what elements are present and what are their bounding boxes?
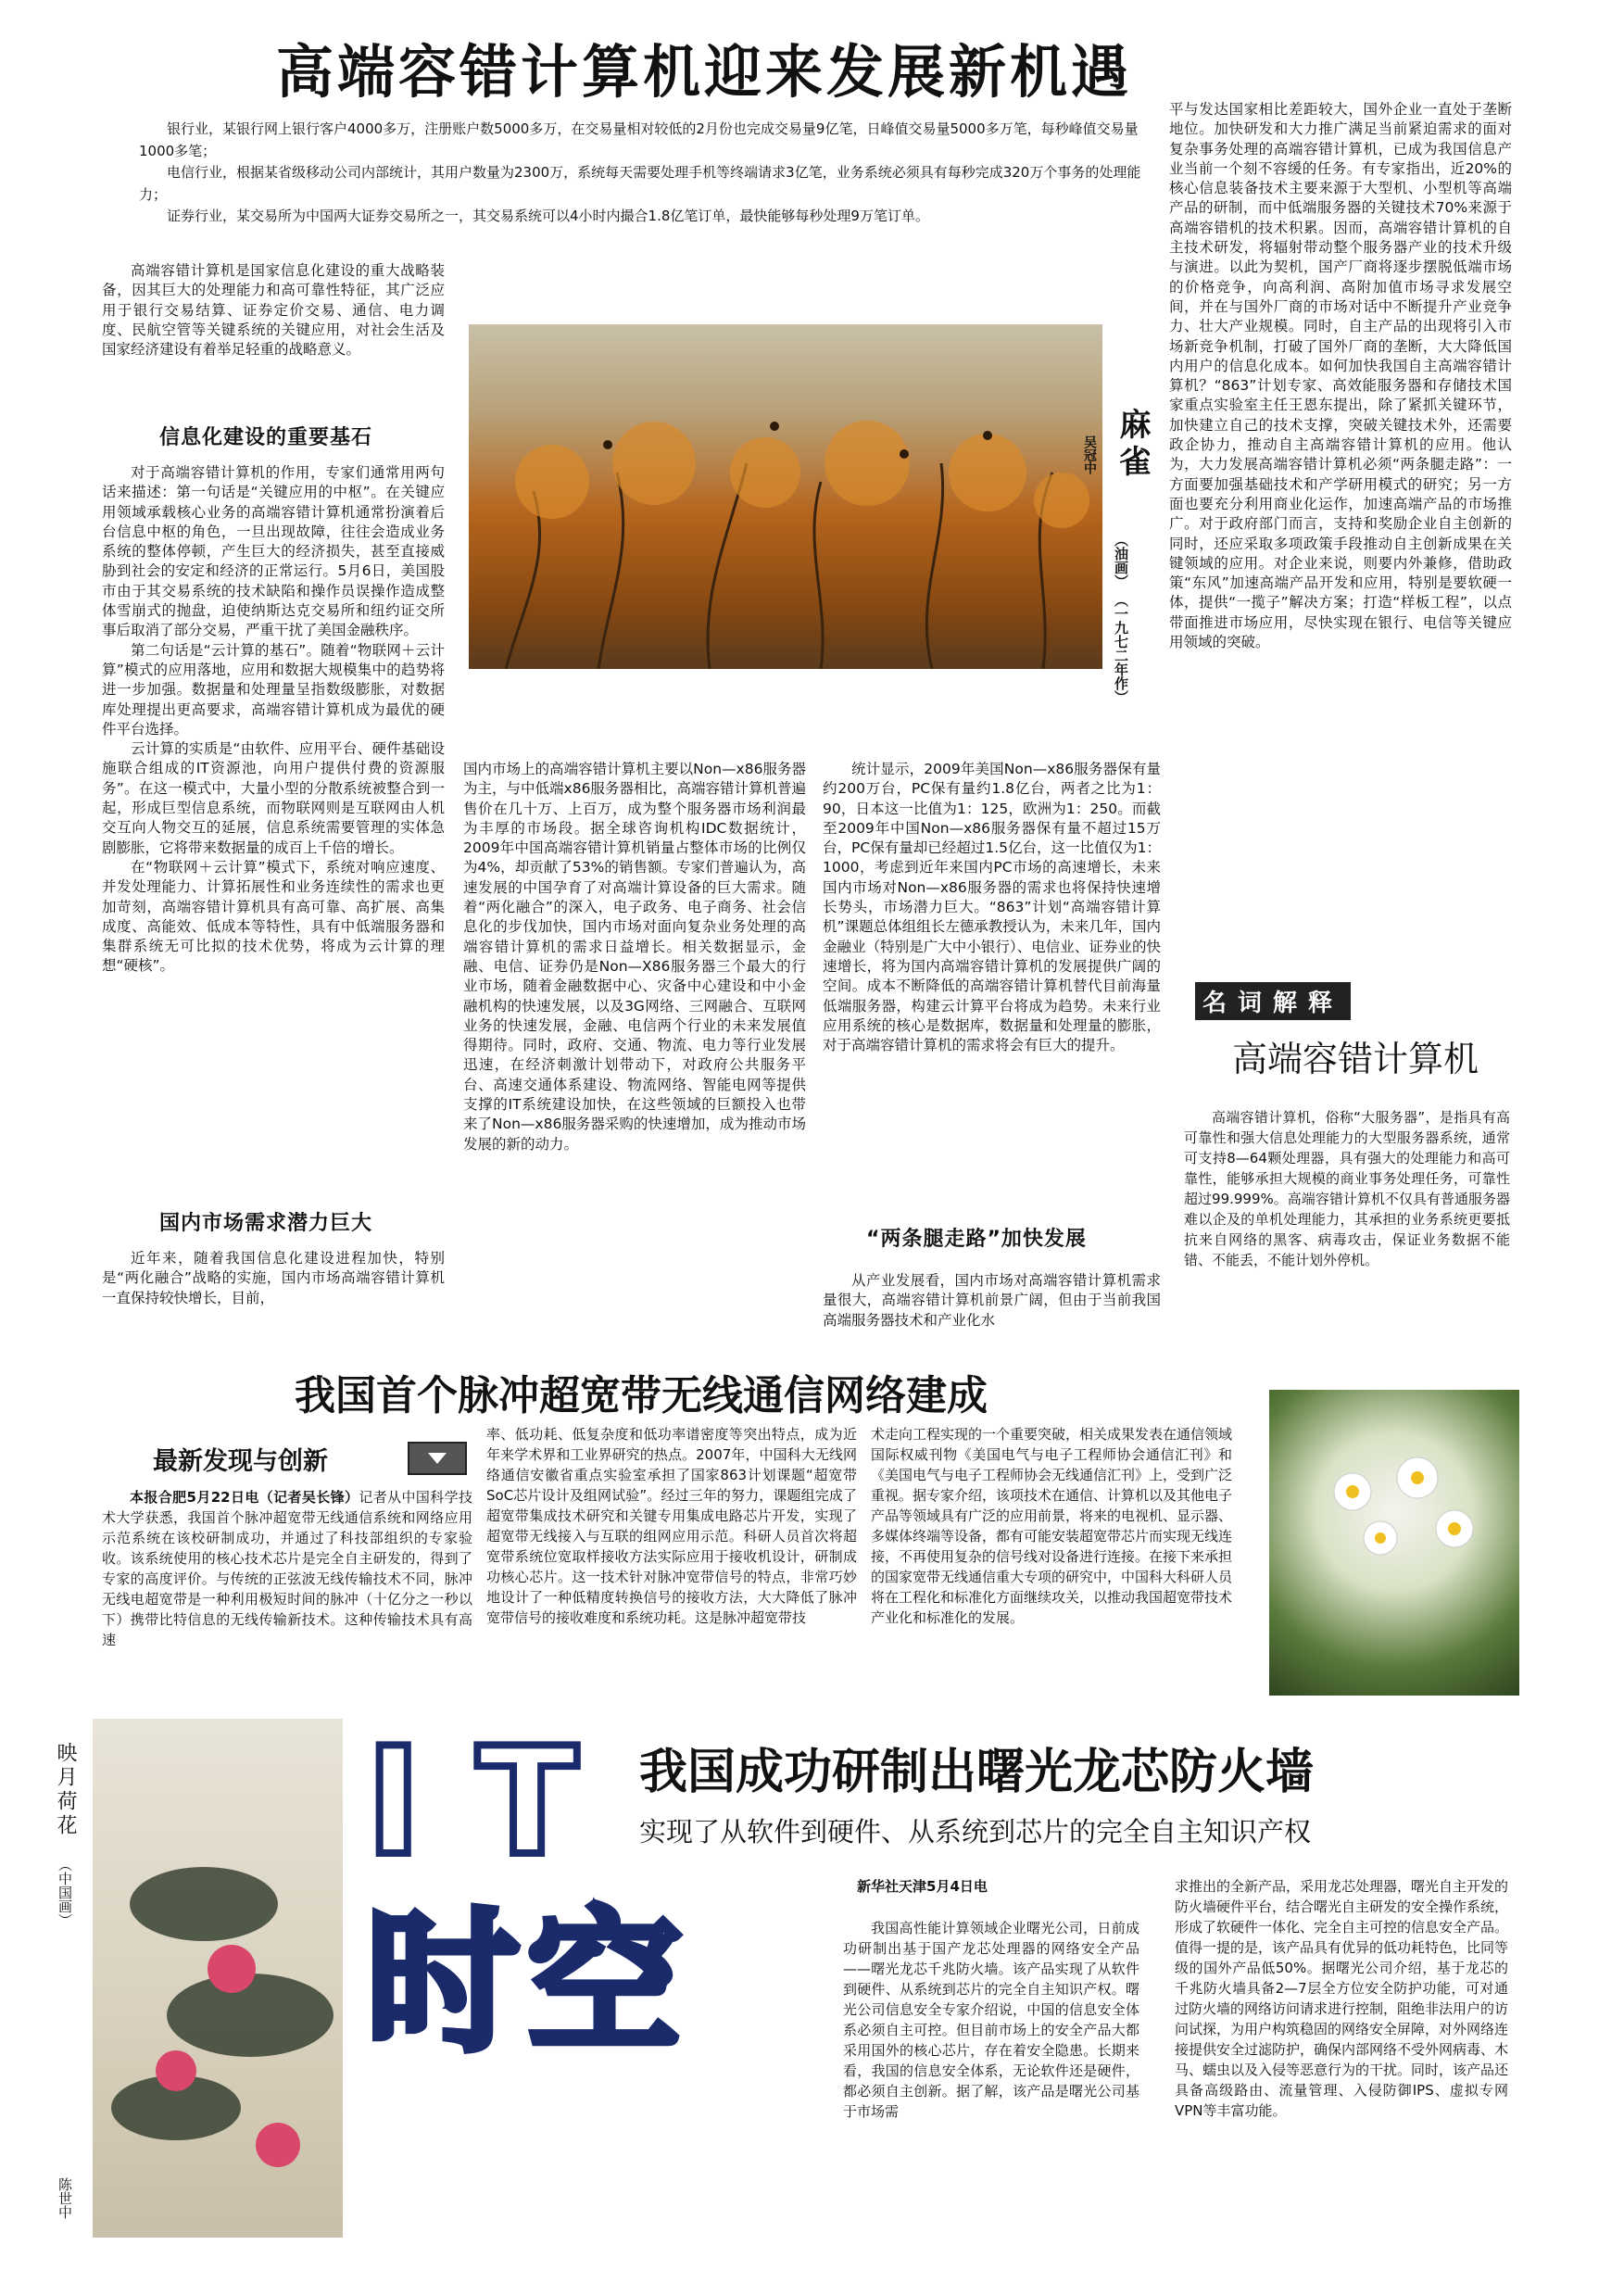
article1-col3-end [823,1271,1161,1334]
article3-col2 [1175,1876,1508,2238]
paragraph: 在“物联网＋云计算”模式下，系统对响应速度、并发处理能力、计算拓展性和业务连续性的需求也更加苛刻，高端容错计算机具有高可靠、高扩展、高集成度、高能效、低成本等特性，具有中低端服务器和集群系统无可比拟的技术优势，将成为云计算的理想“硬核”。 [102,858,445,975]
article3-title: 我国成功研制出曙光龙芯防火墙 [639,1744,1315,1800]
subhead-domestic-market: 国内市场需求潜力巨大 [159,1212,373,1235]
paragraph: 统计显示，2009年美国Non—x86服务器保有量约200万台，PC保有量约1.8亿台，两者之比为1：90，日本这一比值为1：125，欧洲为1：250。而截至2009年中国Non—x86服务器保有量不超过15万台，PC保有量却已经超过1.5亿台，这一比值仅为1：1000，考虑到近年来国内PC市场的高速增长，未来国内市场对Non—x86服务器的需求也将保持快速增长势头，市场潜力巨大。“863”计划“高端容错计算机”课题总体组组长左德承教授认为，未来几年，国内金融业（特别是广大中小银行）、电信业、证券业的快速增长，将为国内高端容错计算机的发展提供广阔的空间。成本不断降低的高端容错计算机替代目前海量低端服务器，构建云计算平台将成为趋势。未来行业应用系统的核心是数据库，数据量和处理量的膨胀，对于高端容错计算机的需求将会有巨大的提升。 [823,761,1161,1054]
paragraph: 高端容错计算机，俗称“大服务器”，是指具有高可靠性和强大信息处理能力的大型服务器系统，通常可支持8—64颗处理器，具有强大的处理能力和高可靠性，能够承担大规模的商业事务处理任务，可靠性超过99.999%。高端容错计算机不仅具有普通服务器难以企及的单机处理能力，其承担的业务系统更要抵抗来自网络的黑客、病毒攻击，保证业务数据不能错、不能丢，不能计划外停机。 [1184,1109,1510,1268]
intro-banking: 银行业，某银行网上银行客户4000多万，注册账户数5000多万，在交易量相对较低的2月份也完成交易量9亿笔，日峰值交易量5000多万笔，每秒峰值交易量1000多笔； [139,120,1139,159]
article3-subtitle: 实现了从软件到硬件、从系统到芯片的完全自主知识产权 [639,1816,1312,1848]
article2-dateline: 本报合肥5月22日电（记者吴长锋） [130,1489,359,1506]
article1-col3 [823,760,1161,1177]
lotus-painting-medium: （中国画） [57,1858,73,1927]
narcissus-photo [1269,1390,1519,1696]
paragraph: 求推出的全新产品，采用龙芯处理器，曙光自主开发的防火墙硬件平台，结合曙光自主研发的安全操作系统，形成了软硬件一体化、完全自主可控的信息安全产品。值得一提的是，该产品具有优异的低功耗特色，比同等级的国外产品低50%。据曙光公司介绍，基于龙芯的千兆防火墙具备2—7层全方位安全防护功能，可对通过防火墙的网络访问请求进行控制，阻绝非法用户的访问试探，为用户构筑稳固的网络安全屏障，对外网络连接提供安全过滤防护，确保内部网络不受外网病毒、木马、蠕虫以及入侵等恶意行为的干扰。同时，该产品还具备高级路由、流量管理、入侵防御IPS、虚拟专网VPN等丰富功能。 [1175,1878,1508,2119]
glossary-title: 高端容错计算机 [1232,1039,1479,1079]
article2-col2 [486,1424,857,1693]
lead-paragraph: 高端容错计算机是国家信息化建设的重大战略装备，因其巨大的处理能力和高可靠性特征，其广泛应用于银行交易结算、证券定价交易、通信、电力调度、民航空管等关键系统的关键应用，对社会生活及国家经济建设有着举足轻重的战略意义。 [102,262,445,359]
intro-securities: 证券行业，某交易所为中国两大证券交易所之一，其交易系统可以4小时内撮合1.8亿笔订单，最快能够每秒处理9万笔订单。 [167,208,929,224]
paragraph: 我国高性能计算领域企业曙光公司，日前成功研制出基于国产龙芯处理器的网络安全产品——曙光龙芯千兆防火墙。该产品实现了从软件到硬件、从系统到芯片的完全自主知识产权。曙光公司信息安全专家介绍说，中国的信息安全体系必须自主可控。但目前市场上的安全产品大都采用国外的核心芯片，存在着安全隐患。长期来看，我国的信息安全体系，无论软件还是硬件，都必须自主创新。据了解，该产品是曙光公司基于市场需 [843,1920,1139,2120]
article1-col1 [102,463,445,1200]
article1-title: 高端容错计算机迎来发展新机遇 [276,38,1133,106]
article1-col4 [1169,100,1512,954]
chevron-glyph [409,1444,465,1473]
intro-telecom: 电信行业，根据某省级移动公司内部统计，其用户数量为2300万，系统每天需要处理手机等终端请求3亿笔，业务系统必须具有每秒完成320万个事务的处理能力； [139,164,1141,203]
paragraph: 平与发达国家相比差距较大，国外企业一直处于垄断地位。加快研发和大力推广满足当前紧迫需求的面对复杂事务处理的高端容错计算机，已成为我国信息产业当前一个刻不容缓的任务。有专家指出，近20%的核心信息装备技术主要来源于大型机、小型机等高端产品的研制，而中低端服务器的关键技术70%来源于高端容错机的技术积累。因而，高端容错计算机的自主技术研发，将辐射带动整个服务器产业的技术升级与演进。以此为契机，国产厂商将逐步摆脱低端市场的价格竞争，向高利润、高附加值市场寻求发展空间，并在与国外厂商的市场对话中不断提升产业竞争力、壮大产业规模。同时，自主产品的出现将引入市场新竞争机制，打破了国外厂商的垄断，大大降低国内用户的信息化成本。如何加快我国自主高端容错计算机？“863”计划专家、高效能服务器和存储技术国家重点实验室主任王恩东提出，除了紧抓关键环节，加快建立自己的技术支撑，突破关键技术外，还需要政企协力，推动自主高端容错计算机的应用。他认为，大力发展高端容错计算机必须“两条腿走路”：一方面要加强基础技术和产学研用模式的研究；另一方面也要充分利用商业化运作，加速高端产品的市场推广。对于政府部门而言，支持和奖励企业自主创新的同时，还应采取多项政策手段推动自主创新成果在关键领域的应用。对企业来说，则要内外兼修，借助政策“东风”加速高端产品开发和应用，特别是要软硬一体，提供“一揽子”解决方案；打造“样板工程”，以点带面推进市场应用，尽快实现在银行、电信等关键应用领域的突破。 [1169,101,1512,651]
paragraph: 近年来，随着我国信息化建设进程加快，特别是“两化融合”战略的实施，国内市场高端容错计算机一直保持较快增长，目前， [102,1250,445,1306]
photo-texture [1269,1390,1519,1696]
glossary-badge: 名词解释 [1195,982,1351,1020]
article3-col1 [843,1918,1139,2238]
lotus-painting [93,1719,343,2238]
article3-dateline: 新华社天津5月4日电 [857,1878,988,1895]
lotus-painting-author: 陈世中 [57,2177,73,2219]
painting-texture [93,1719,343,2238]
painting-title: 麻雀 [1114,408,1151,482]
painting-author: 吴冠中 [1082,435,1097,474]
chevron-down-icon [408,1442,467,1475]
article2-column-label: 最新发现与创新 [153,1447,328,1476]
article1-col1-lead [102,261,445,398]
painting-medium: （油画） [1113,533,1129,588]
glossary-text [1184,1107,1510,1334]
article2-title: 我国首个脉冲超宽带无线通信网络建成 [295,1372,988,1419]
subhead-infrastructure: 信息化建设的重要基石 [159,426,373,449]
it-brand-line2: 时空 [366,1894,690,2072]
paragraph: 从产业发展看，国内市场对高端容错计算机需求量很大，高端容错计算机前景广阔，但由于当前我国高端服务器技术和产业化水 [823,1272,1161,1329]
article1-intro [139,119,1149,228]
paragraph: 第二句话是“云计算的基石”。随着“物联网＋云计算”模式的应用落地，应用和数据大规模集中的趋势将进一步加强。数据量和处理量呈指数级膨胀，对数据库处理提出更高要求，高端容错计算机成为最优的硬件平台选择。 [102,641,445,738]
it-brand-line1: IT [366,1715,634,1888]
article1-col2 [463,760,806,1334]
lotus-painting-title: 映月荷花 [54,1742,77,1838]
painting-texture [469,324,1102,669]
paragraph: 国内市场上的高端容错计算机主要以Non—x86服务器为主，与中低端x86服务器相比，高端容错计算机普遍售价在几十万、上百万，成为整个服务器市场利润最为丰厚的市场段。据全球咨询机构IDC数据统计，2009年中国高端容错计算机销量占整体市场的比例仅为4%，却贡献了53%的销售额。专家们普遍认为，高速发展的中国孕育了对高端计算设备的巨大需求。随着“两化融合”的深入，电子政务、电子商务、社会信息化的步伐加快，国内市场对面向复杂业务处理的高端容错计算机的需求日益增长。相关数据显示，金融、电信、证券仍是Non—X86服务器三个最大的行业市场，随着金融数据中心、灾备中心建设和中小金融机构的快速发展，以及3G网络、三网融合、互联网业务的快速发展，金融、电信两个行业的未来发展值得期待。同时，政府、交通、物流、电力等行业发展迅速，在经济刺激计划带动下，对政府公共服务平台、高速交通体系建设、物流网络、智能电网等提供支撑的IT系统建设加快，在这些领域的巨额投入也带来了Non—x86服务器采购的快速增加，成为推动市场发展的新的动力。 [463,761,806,1153]
paragraph: 对于高端容错计算机的作用，专家们通常用两句话来描述：第一句话是“关键应用的中枢”。在关键应用领域承载核心业务的高端容错计算机通常扮演着后台信息中枢的角色，一旦出现故障，往往会造成业务系统的整体停顿，产生巨大的经济损失，甚至直接威胁到社会的安定和经济的正常运行。5月6日，美国股市由于其交易系统的技术缺陷和操作员误操作造成整体雪崩式的抛盘，迫使纳斯达克交易所和纽约证交所事后取消了部分交易，严重干扰了美国金融秩序。 [102,464,445,639]
sparrows-painting [469,324,1102,669]
paragraph: 率、低功耗、低复杂度和低功率谱密度等突出特点，成为近年来学术界和工业界研究的热点。2007年，中国科大无线网络通信安徽省重点实验室承担了国家863计划课题“超宽带SoC芯片设计及组网试验”。经过三年的努力，课题组完成了超宽带集成技术研究和关键专用集成电路芯片开发，实现了超宽带无线接入与互联的组网应用示范。科研人员首次将超宽带系统位宽取样接收方法实际应用于接收机设计，研制成功核心芯片。这一技术针对脉冲宽带信号的特点，非常巧妙地设计了一种低精度转换信号的接收方法，大大降低了脉冲宽带信号的接收难度和系统功耗。这是脉冲超宽带技 [486,1426,857,1626]
paragraph [102,1487,472,1650]
paragraph: 云计算的实质是“由软件、应用平台、硬件基础设施联合组成的IT资源池，向用户提供付费的资源服务”。在这一模式中，大量小型的分散系统被整合到一起，形成巨型信息系统，而物联网则是互联网由人机交互向人物交互的延展，信息系统需要管理的实体急剧膨胀，它将带来数据量的成百上千倍的增长。 [102,740,445,856]
paragraph-text: 记者从中国科学技术大学获悉，我国首个脉冲超宽带无线通信系统和网络应用示范系统在该校研制成功，并通过了科技部组织的专家验收。该系统使用的核心技术芯片是完全自主研发的，得到了专家的高度评价。与传统的正弦波无线传输技术不同，脉冲无线电超宽带是一种利用极短时间的脉冲（十亿分之一秒以下）携带比特信息的无线传输新技术。这种传输技术具有高速 [102,1489,472,1648]
article1-col1-end [102,1249,445,1332]
subhead-two-legs: “两条腿走路”加快发展 [866,1228,1087,1251]
painting-year: （一九七二年作） [1113,593,1129,704]
article2-col3 [871,1424,1232,1693]
paragraph: 术走向工程实现的一个重要突破，相关成果发表在通信领域国际权威刊物《美国电气与电子工程师协会通信汇刊》和《美国电气与电子工程师协会无线通信汇刊》上，受到广泛重视。据专家介绍，该项技术在通信、计算机以及其他电子产品等领域具有广泛的应用前景，将来的电视机、显示器、多媒体终端等设备，都有可能安装超宽带芯片而实现无线连接，不再使用复杂的信号线对设备进行连接。在接下来承担的国家宽带无线通信重大专项的研究中，中国科大科研人员将在工程化和标准化方面继续攻关，以推动我国超宽带技术产业化和标准化的发展。 [871,1426,1232,1626]
article2-col1 [102,1487,472,1691]
